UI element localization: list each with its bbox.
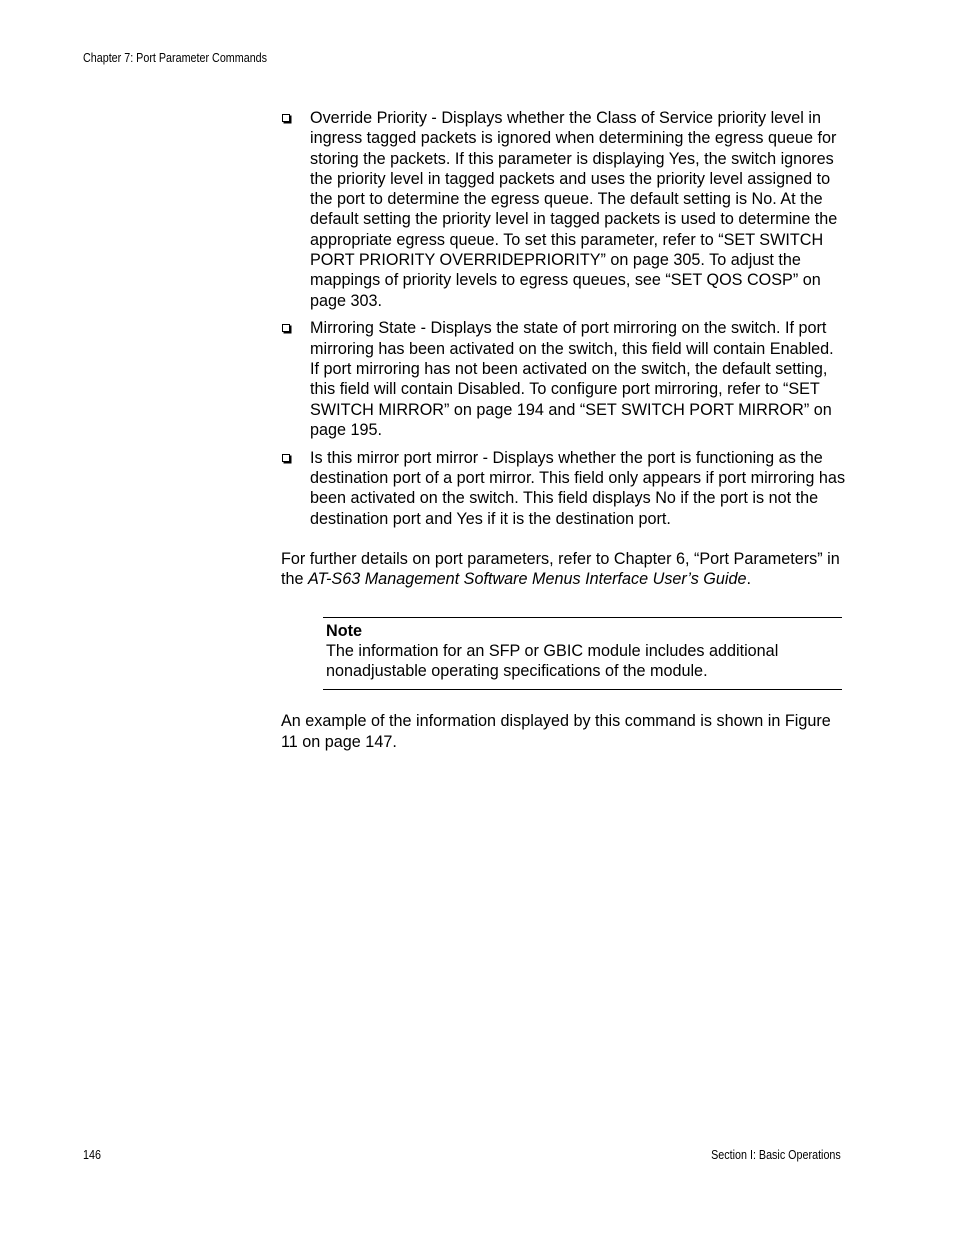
- list-item-mirroring-state: [281, 318, 846, 440]
- checkbox-bullet-icon: [282, 114, 290, 122]
- bullet-list: [281, 108, 846, 529]
- checkbox-bullet-icon: [282, 324, 290, 332]
- section-footer: Section I: Basic Operations: [711, 1148, 841, 1162]
- page-content: [281, 108, 846, 752]
- list-item-text: Override Priority - Displays whether the Class of Service priority level in ingress tagged packets is ignored when determining the egress queue for storing the packets. If this parameter is displaying Yes, the switch ignores the priority level in tagged packets and uses the priority level assigned to the port to determine the egress queue. The default setting is No. At the default setting the priority level in tagged packets is used to determine the appropriate egress queue. To set this parameter, refer to “SET SWITCH PORT PRIORITY OVERRIDEPRIORITY” on page 305. To adjust the mappings of priority levels to egress queues, see “SET QOS COSP” on page 303.: [310, 109, 838, 310]
- list-item-text: Is this mirror port mirror - Displays whether the port is functioning as the destination port of a port mirror. This field only appears if port mirroring has been activated on the switch. This field displays No if the port is not the destination port and Yes if it is the destination port.: [310, 448, 846, 528]
- guide-title: AT-S63 Management Software Menus Interface User’s Guide: [308, 570, 747, 589]
- note-box: [323, 617, 842, 691]
- further-details-paragraph: [281, 549, 846, 590]
- running-header: Chapter 7: Port Parameter Commands: [83, 51, 268, 65]
- example-paragraph: An example of the information displayed by this command is shown in Figure 11 on page 147.: [281, 712, 831, 751]
- list-item-text: Mirroring State - Displays the state of port mirroring on the switch. If port mirroring has been activated on the switch, this field will contain Enabled. If port mirroring has not been activated on the switch, the default setting, this field will contain Disabled. To configure port mirroring, refer to “SET SWITCH MIRROR” on page 194 and “SET SWITCH PORT MIRROR” on page 195.: [310, 319, 834, 439]
- note-body: The information for an SFP or GBIC module includes additional nonadjustable operating specifications of the module.: [326, 641, 779, 681]
- note-title: Note: [326, 621, 362, 640]
- further-details-text: For further details on port parameters, refer to Chapter 6, “Port Parameters” in the: [281, 549, 840, 589]
- checkbox-bullet-icon: [282, 454, 290, 462]
- list-item-override-priority: [281, 108, 846, 311]
- list-item-mirror-port: [281, 448, 846, 529]
- further-details-end: .: [746, 570, 751, 589]
- page-number: 146: [83, 1148, 101, 1162]
